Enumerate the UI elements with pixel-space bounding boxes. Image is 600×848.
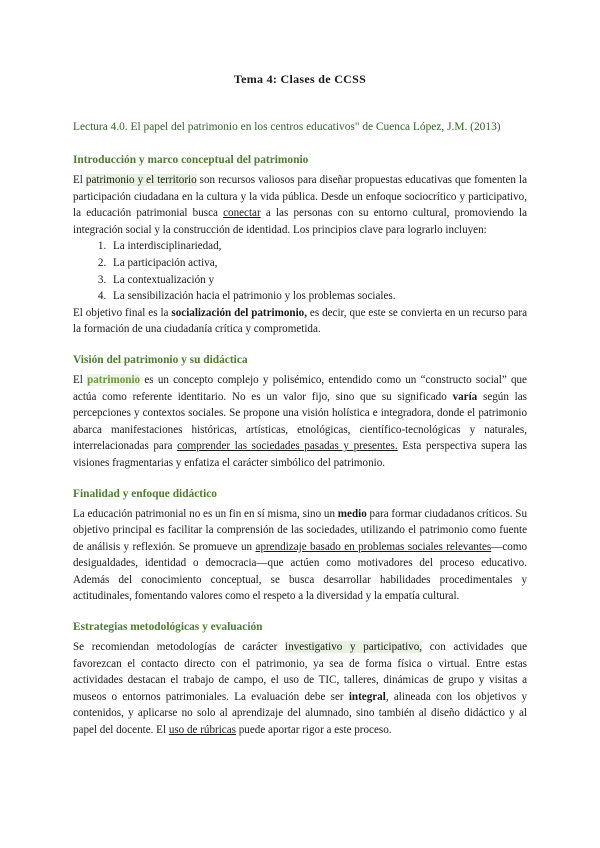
highlighted-text: investigativo y participativo, xyxy=(285,641,423,654)
section-heading: Finalidad y enfoque didáctico xyxy=(73,487,217,500)
section-estrategias xyxy=(73,619,527,739)
lecture-reference: Lectura 4.0. El papel del patrimonio en los centros educativos" de Cuenca López, J.M. (2013) xyxy=(73,121,501,133)
text: es un concepto complejo y polisémico, entendido como un “constructo social” que actúa como referente identitario. No es un valor fijo, sino que su significado xyxy=(73,373,527,403)
underlined-text: conectar xyxy=(223,207,261,220)
document-body xyxy=(73,152,527,753)
text: La educación patrimonial no es un fin en sí misma, sino un xyxy=(73,507,338,520)
text: son recursos valiosos para diseñar propuestas educativas que fomenten la participación ciudadana en la cultura y la vida pública. Desde un enfoque sociocrítico y participativo, la educación patrimonial busca xyxy=(73,174,528,220)
section-introduccion xyxy=(73,152,527,338)
paragraph xyxy=(73,305,527,338)
text: Se recomiendan metodologías de carácter xyxy=(73,641,286,654)
list-item: 3. La contextualización y xyxy=(109,272,527,289)
list-item: 4. La sensibilización hacia el patrimonio y los problemas sociales. xyxy=(109,288,527,305)
paragraph xyxy=(73,172,527,238)
text: puede aportar rigor a este proceso. xyxy=(235,724,392,737)
bold-text: varía xyxy=(452,390,478,403)
section-heading: Introducción y marco conceptual del patrimonio xyxy=(73,154,309,166)
section-heading: Estrategias metodológicas y evaluación xyxy=(73,621,263,634)
text: Esta perspectiva supera las visiones fragmentarias y enfatiza el carácter simbólico del patrimonio. xyxy=(73,440,527,469)
text: con actividades que favorezcan el contacto directo con el patrimonio, ya sea de forma física o virtual. Entre estas actividades destacan el trabajo de campo, el uso de TIC, talleres, dinámicas de grupo y visitas a museos o entornos patrimoniales. La evaluación debe ser xyxy=(73,641,528,703)
paragraph xyxy=(73,639,527,739)
bold-text: medio xyxy=(337,507,367,520)
list-item: 2. La participación activa, xyxy=(109,255,527,272)
bold-text: socialización del patrimonio, xyxy=(171,306,307,319)
document-title: Tema 4: Clases de CCSS xyxy=(233,72,367,86)
section-finalidad xyxy=(73,486,527,606)
bold-text: integral xyxy=(348,690,386,703)
section-heading: Visión del patrimonio y su didáctica xyxy=(73,353,248,366)
text: según las percepciones y contextos sociales. Se propone una visión holística e integradora, donde el patrimonio abarca manifestaciones históricas, artísticas, etnológicas, científico-tecnológicas y naturales, interrelacionadas para xyxy=(73,390,527,453)
text: es decir, que este se convierta en un recurso para la formación de una ciudadanía crítica y comprometida. xyxy=(73,306,528,336)
principles-list xyxy=(73,238,527,304)
underlined-text: comprender las sociedades pasadas y presentes. xyxy=(177,440,398,453)
underlined-text: aprendizaje basado en problemas sociales relevantes xyxy=(255,540,492,553)
text: El xyxy=(73,373,88,386)
highlighted-text: patrimonio xyxy=(87,373,141,386)
list-item: 1. La interdisciplinariedad, xyxy=(109,238,527,255)
paragraph xyxy=(73,506,527,606)
text: para formar ciudadanos críticos. Su objetivo principal es facilitar la comprensión de las sociedades, utilizando el patrimonio como fuente de análisis y reflexión. Se promueve un xyxy=(73,507,527,553)
paragraph xyxy=(73,372,527,472)
section-vision xyxy=(73,352,527,472)
highlighted-text: patrimonio y el territorio xyxy=(85,174,197,186)
text: , alineada con los objetivos y contenidos, y aplicarse no solo al aprendizaje del alumnado, sino también al diseño didáctico y al papel del docente. El xyxy=(73,690,528,737)
text: El objetivo final es la xyxy=(73,306,172,319)
text: —como desigualdades, identidad o democracia—que actúen como motivadores del proceso educativo. Además del conocimiento conceptual, se busca desarrollar habilidades procedimentales y actitudinales, fomentando valores como el respeto a la diversidad y la empatía cultural. xyxy=(73,540,527,603)
text: El xyxy=(73,174,86,186)
underlined-text: uso de rúbricas xyxy=(168,724,236,737)
text: a las personas con su entorno cultural, promoviendo la integración social y la construcción de identidad. Los principios clave para lograrlo incluyen: xyxy=(73,207,527,236)
